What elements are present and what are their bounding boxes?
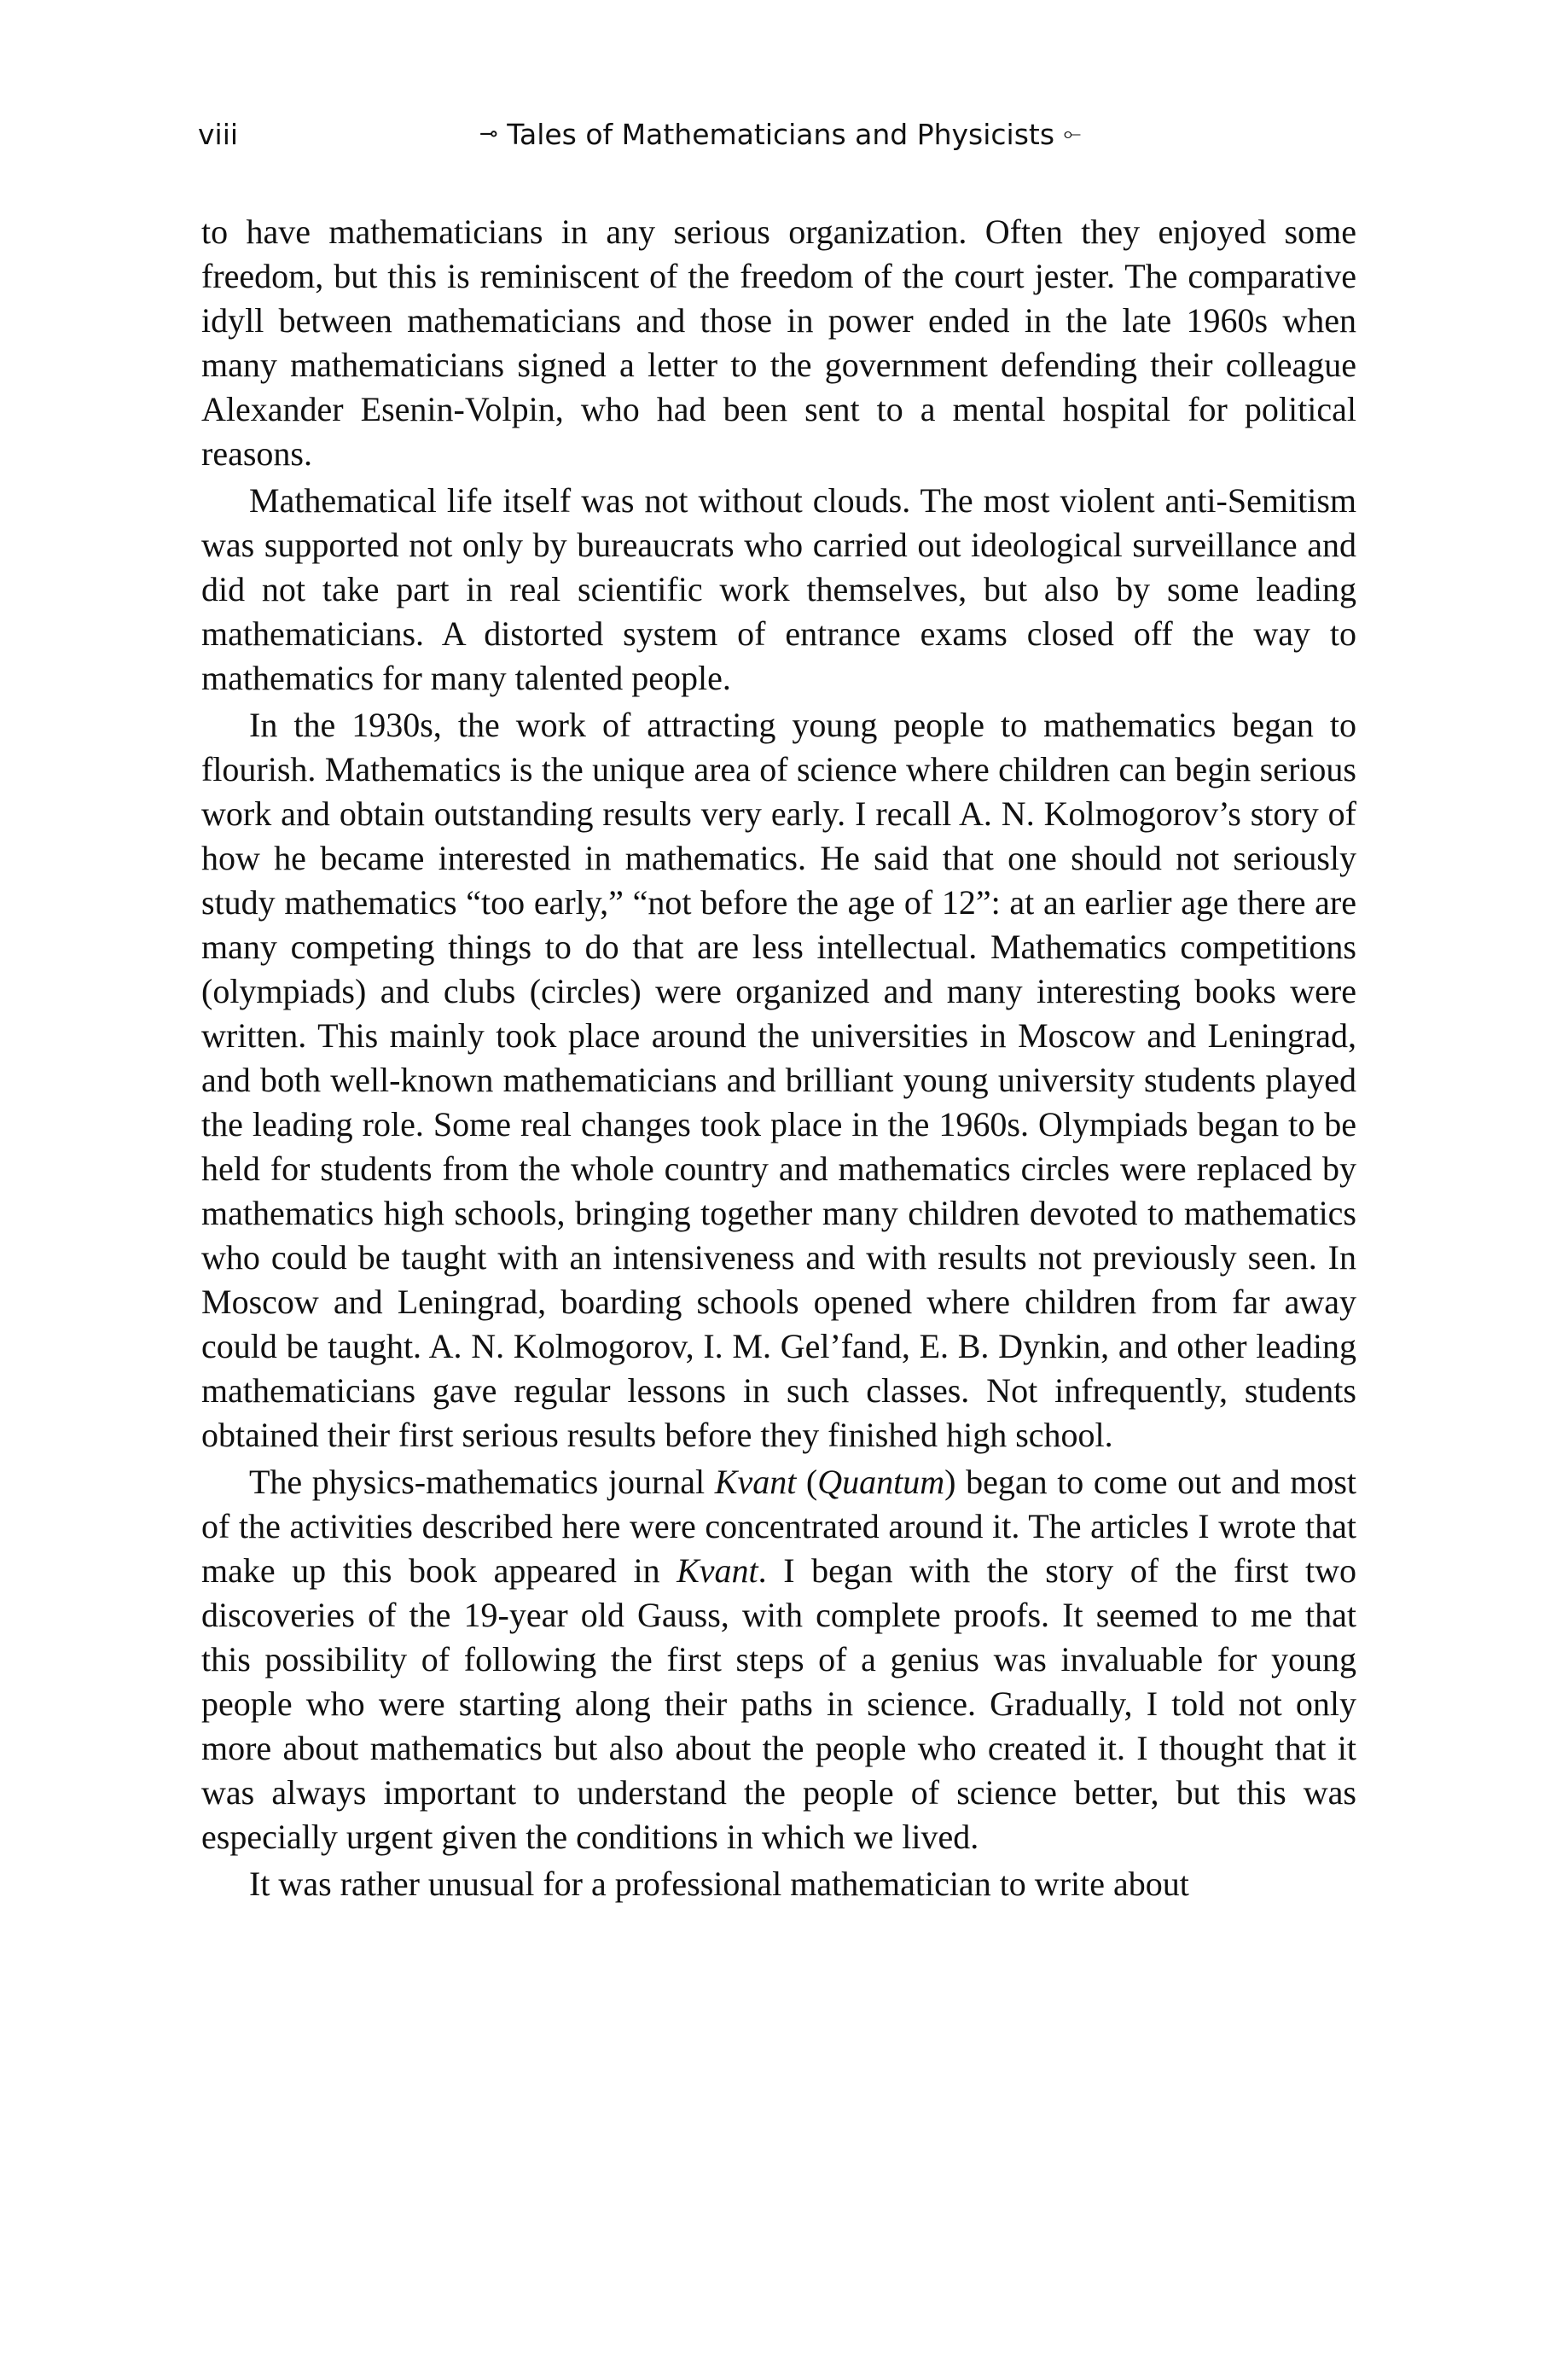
page-header [0, 118, 1568, 169]
paragraph-3: In the 1930s, the work of attracting young people to mathematics began to flourish. Mathematics is the unique area of science where children can begin serious work and obtain outstanding results very early. I recall A. N. Kolmogorov’s story of how he became interested in mathematics. He said that one should not seriously study mathematics “too early,” “not before the age of 12”: at an earlier age there are many competing things to do that are less intellectual. Mathematics competitions (olympiads) and clubs (circles) were organized and many interesting books were written. This mainly took place around the universities in Moscow and Leningrad, and both well-known mathematicians and brilliant young university students played the leading role. Some real changes took place in the 1960s. Olympiads began to be held for students from the whole country and mathematics circles were replaced by mathematics high schools, bringing together many children devoted to mathematics who could be taught with an intensiveness and with results not previously seen. In Moscow and Leningrad, boarding schools opened where children from far away could be taught. A. N. Kolmogorov, I. M. Gel’fand, E. B. Dynkin, and other leading mathematicians gave regular lessons in such classes. Not infrequently, students obtained their first serious results before they finished high school. [201, 706, 1356, 1454]
journal-title-kvant-2: Kvant [677, 1551, 758, 1590]
paragraph-4-part-4: . I began with the story of the first two discoveries of the 19-year old Gauss, with complete proofs. It seemed to me that this possibility of following the first steps of a genius was invaluable for young people who were starting along their paths in science. Gradually, I told not only more about mathematics but also about the people who created it. I thought that it was always important to understand the people of science better, but this was especially urgent given the conditions in which we lived. [201, 1551, 1356, 1856]
ornament-left-icon: ⊸ [479, 121, 498, 147]
paragraph-1: to have mathematicians in any serious organization. Often they enjoyed some freedom, but this is reminiscent of the freedom of the court jester. The comparative idyll between mathematicians and those in power ended in the late 1960s when many mathematicians signed a letter to the government defending their colleague Alexander Esenin-Volpin, who had been sent to a mental hospital for political reasons. [201, 212, 1356, 473]
journal-title-quantum: Quantum [817, 1463, 945, 1501]
running-head [479, 118, 1081, 151]
paragraph-4-part-1: The physics-mathematics journal [249, 1463, 715, 1501]
paragraph-4-part-2: ( [796, 1463, 818, 1501]
journal-title-kvant: Kvant [714, 1463, 797, 1501]
ornament-right-icon: ⟜ [1063, 121, 1082, 147]
page-number: viii [198, 118, 239, 151]
body-text [201, 210, 1356, 1906]
running-head-title: Tales of Mathematicians and Physicists [507, 118, 1055, 151]
paragraph-4-part-3: ) began to come out and most of the activities described here were concentrated around it. The articles I wrote that make up this book appeared in [201, 1463, 1356, 1590]
paragraph-4 [201, 1460, 1356, 1859]
paragraph-5: It was rather unusual for a professional mathematician to write about [249, 1865, 1189, 1903]
paragraph-2: Mathematical life itself was not without clouds. The most violent anti-Semitism was supported not only by bureaucrats who carried out ideological surveillance and did not take part in real scientific work themselves, but also by some leading mathematicians. A distorted system of entrance exams closed off the way to mathematics for many talented people. [201, 481, 1356, 697]
